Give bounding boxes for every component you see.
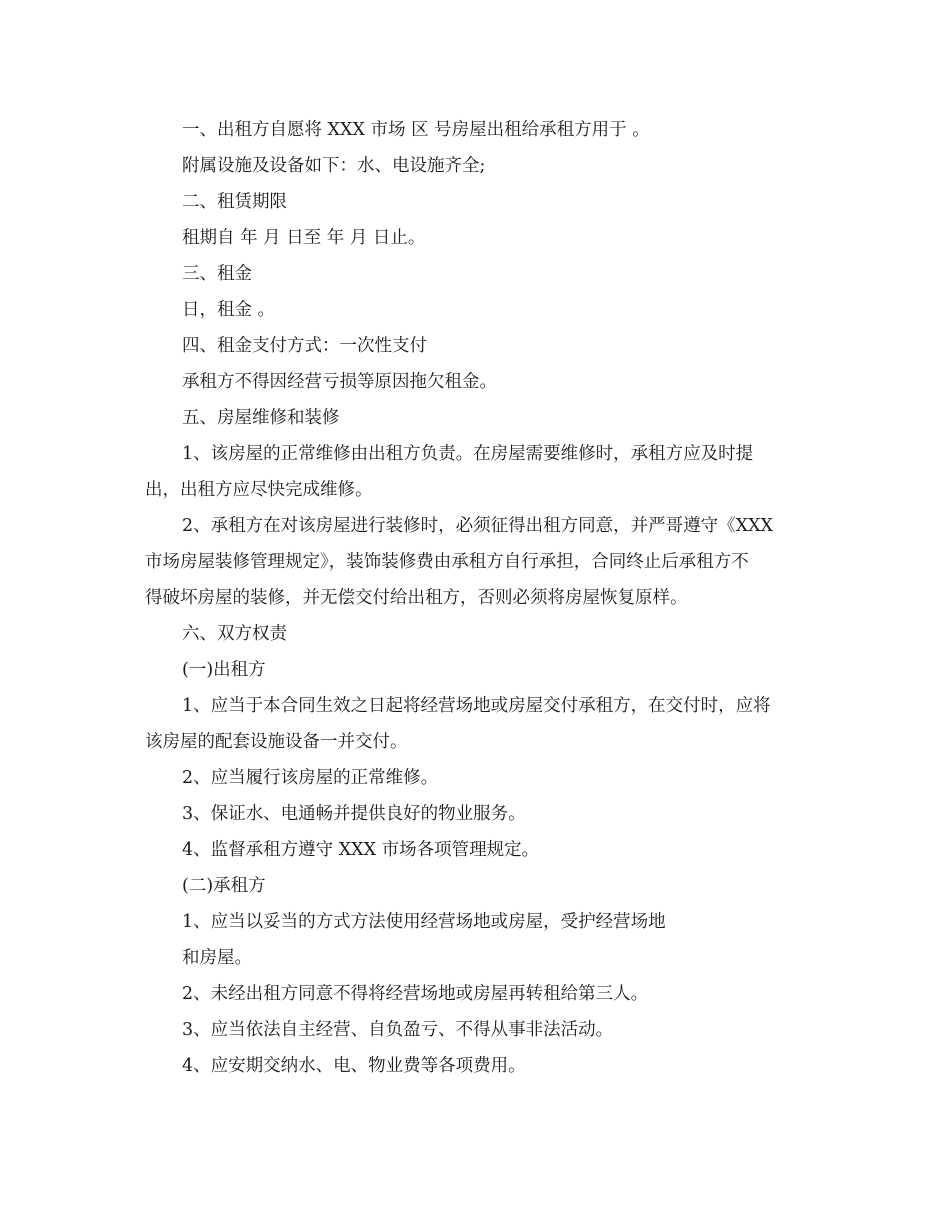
document-line: 二、租赁期限 [182, 192, 287, 212]
document-line: 日，租金 。 [182, 300, 276, 320]
document-line: (一)出租方 [182, 660, 266, 680]
document-line: 一、出租方自愿将 XXX 市场 区 号房屋出租给承租方用于 。 [182, 120, 650, 140]
document-line: 3、应当依法自主经营、自负盈亏、不得从事非法活动。 [182, 1020, 614, 1040]
document-line: 出，出租方应尽快完成维修。 [145, 480, 373, 500]
document-line: (二)承租方 [182, 876, 266, 896]
document-line: 市场房屋装修管理规定》，装饰装修费由承租方自行承担，合同终止后承租方不 [145, 552, 749, 572]
document-line: 承租方不得因经营亏损等原因拖欠租金。 [182, 372, 497, 392]
document-line: 附属设施及设备如下：水、电设施齐全; [182, 156, 486, 176]
document-line: 1、应当于本合同生效之日起将经营场地或房屋交付承租方，在交付时，应将 [182, 696, 771, 716]
document-line: 3、保证水、电通畅并提供良好的物业服务。 [182, 804, 526, 824]
document-line: 1、该房屋的正常维修由出租方负责。在房屋需要维修时，承租方应及时提 [182, 444, 754, 464]
document-line: 2、应当履行该房屋的正常维修。 [182, 768, 439, 788]
document-line: 1、应当以妥当的方式方法使用经营场地或房屋，受护经营场地 [182, 912, 666, 932]
document-line: 五、房屋维修和装修 [182, 408, 340, 428]
document-line: 六、双方权责 [182, 624, 287, 644]
document-line: 和房屋。 [182, 948, 252, 968]
document-line: 三、租金 [182, 264, 252, 284]
document-line: 该房屋的配套设施设备一并交付。 [145, 732, 408, 752]
document-body [145, 112, 810, 1084]
document-line: 租期自 年 月 日至 年 月 日止。 [182, 228, 426, 248]
document-line: 4、监督承租方遵守 XXX 市场各项管理规定。 [182, 840, 540, 860]
document-line: 四、租金支付方式：一次性支付 [182, 336, 427, 356]
document-line: 得破坏房屋的装修，并无偿交付给出租方，否则必须将房屋恢复原样。 [145, 588, 688, 608]
document-line: 2、承租方在对该房屋进行装修时，必须征得出租方同意，并严哥遵守《XXX [182, 516, 774, 536]
document-line: 4、应安期交纳水、电、物业费等各项费用。 [182, 1056, 526, 1076]
document-line: 2、未经出租方同意不得将经营场地或房屋再转租给第三人。 [182, 984, 649, 1004]
